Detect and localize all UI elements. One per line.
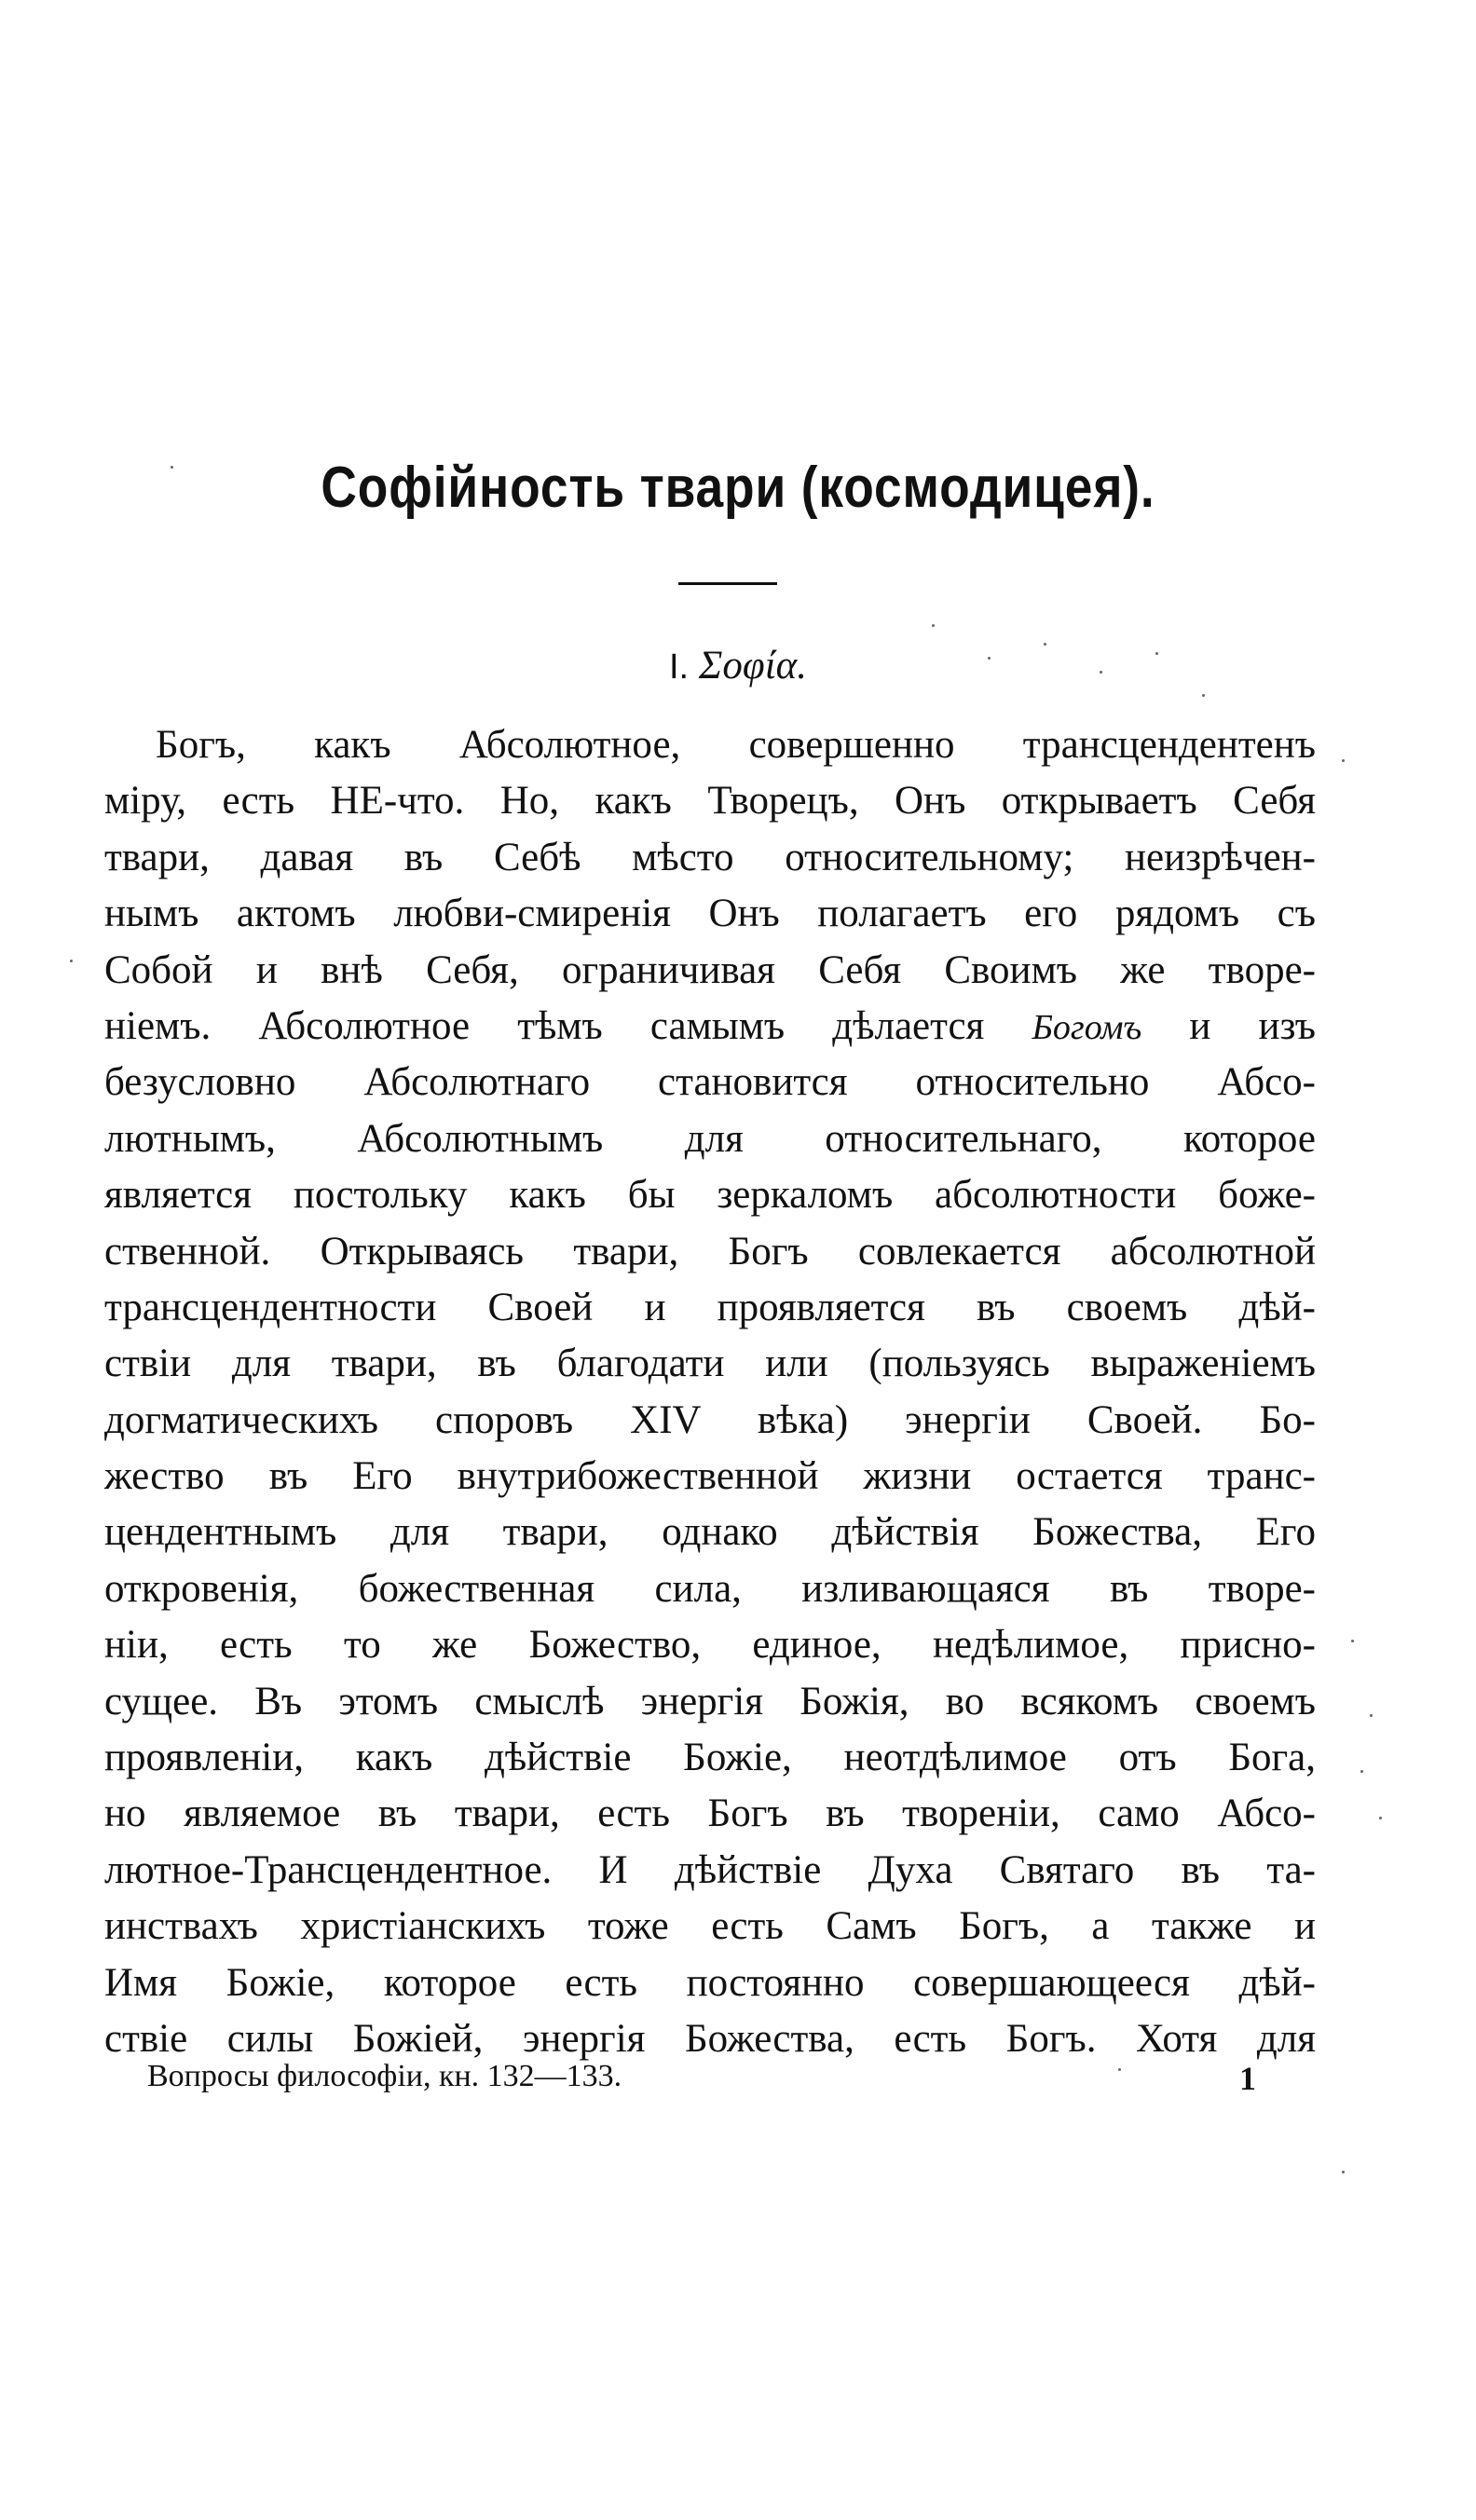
text-line: нымъ актомъ любви-смиренія Онъ полагаетъ его рядомъ съ — [104, 892, 1316, 936]
scan-speck — [1360, 1770, 1363, 1773]
text-line: инствахъ христіанскихъ тоже есть Самъ Богъ, а также и — [104, 1904, 1316, 1949]
text-line: твари, давая въ Себѣ мѣсто относительному; неизрѣчен- — [104, 835, 1316, 879]
scan-speck — [1155, 652, 1158, 655]
scan-speck — [1379, 1817, 1382, 1819]
page-footer — [0, 2059, 1476, 2115]
scan-speck — [1342, 759, 1345, 762]
scan-speck — [70, 960, 73, 962]
scan-speck — [988, 657, 991, 660]
scan-speck — [932, 624, 935, 627]
text-line: догматическихъ споровъ XIV вѣка) энергіи Своей. Бо- — [104, 1397, 1316, 1442]
text-line: ствіе силы Божіей, энергія Божества, есть Богъ. Хотя для — [104, 2016, 1316, 2061]
scan-speck — [1351, 1640, 1354, 1642]
text-line: трансцендентности Своей и проявляется въ своемъ дѣй- — [104, 1285, 1316, 1329]
page-number: 1 — [1239, 2060, 1256, 2097]
source-citation: Вопросы философіи, кн. 132—133. — [147, 2059, 622, 2093]
scan-speck — [1342, 2171, 1345, 2173]
text-line-start: ніемъ. Абсолютное тѣмъ самымъ дѣлается — [104, 1003, 985, 1048]
text-line: ніи, есть то же Божество, единое, недѣлимое, присно- — [104, 1623, 1316, 1668]
title-divider — [678, 582, 777, 585]
text-line: міру, есть НЕ-что. Но, какъ Творецъ, Онъ открываетъ Себя — [104, 779, 1316, 824]
text-line-with-italic — [104, 999, 1316, 1055]
text-line: Собой и внѣ Себя, ограничивая Себя Своимъ же творе- — [104, 947, 1316, 992]
italic-word: Богомъ — [1032, 1007, 1142, 1047]
scan-speck — [1044, 643, 1046, 646]
section-number: I. — [669, 647, 690, 687]
body-paragraph — [104, 717, 1316, 2067]
scan-speck — [1370, 1714, 1373, 1717]
text-line: проявленіи, какъ дѣйствіе Божіе, неотдѣлимое отъ Бога, — [104, 1736, 1316, 1780]
scan-speck — [171, 466, 173, 469]
text-line: является постольку какъ бы зеркаломъ абсолютности боже- — [104, 1173, 1316, 1218]
section-label: Σοφία. — [698, 644, 807, 688]
scan-speck — [1100, 671, 1102, 674]
text-line: жество въ Его внутрибожественной жизни остается транс- — [104, 1454, 1316, 1499]
section-heading — [0, 643, 1476, 688]
text-line: Имя Божіе, которое есть постоянно совершающееся дѣй- — [104, 1960, 1316, 2005]
text-line: лютнымъ, Абсолютнымъ для относительнаго, которое — [104, 1116, 1316, 1161]
text-line: ствіи для твари, въ благодати или (пользуясь выраженіемъ — [104, 1342, 1316, 1386]
text-line: откровенія, божественная сила, изливающаяся въ творе- — [104, 1566, 1316, 1611]
scan-speck — [1202, 694, 1205, 697]
text-line: но являемое въ твари, есть Богъ въ твореніи, само Абсо- — [104, 1791, 1316, 1836]
page-title: Софійность твари (космодицея). — [321, 456, 1155, 520]
scan-speck — [1118, 2068, 1121, 2071]
text-line: сущее. Въ этомъ смыслѣ энергія Божія, во всякомъ своемъ — [104, 1679, 1316, 1723]
text-line: Богъ, какъ Абсолютное, совершенно трансцендентенъ — [156, 723, 1316, 767]
text-line-end: и изъ — [1189, 1003, 1317, 1048]
text-line: безусловно Абсолютнаго становится относительно Абсо- — [104, 1060, 1316, 1105]
text-line: лютное-Трансцендентное. И дѣйствіе Духа Святаго въ та- — [104, 1847, 1316, 1892]
text-line: цендентнымъ для твари, однако дѣйствія Божества, Его — [104, 1510, 1316, 1555]
text-line: ственной. Открываясь твари, Богъ совлекается абсолютной — [104, 1229, 1316, 1274]
